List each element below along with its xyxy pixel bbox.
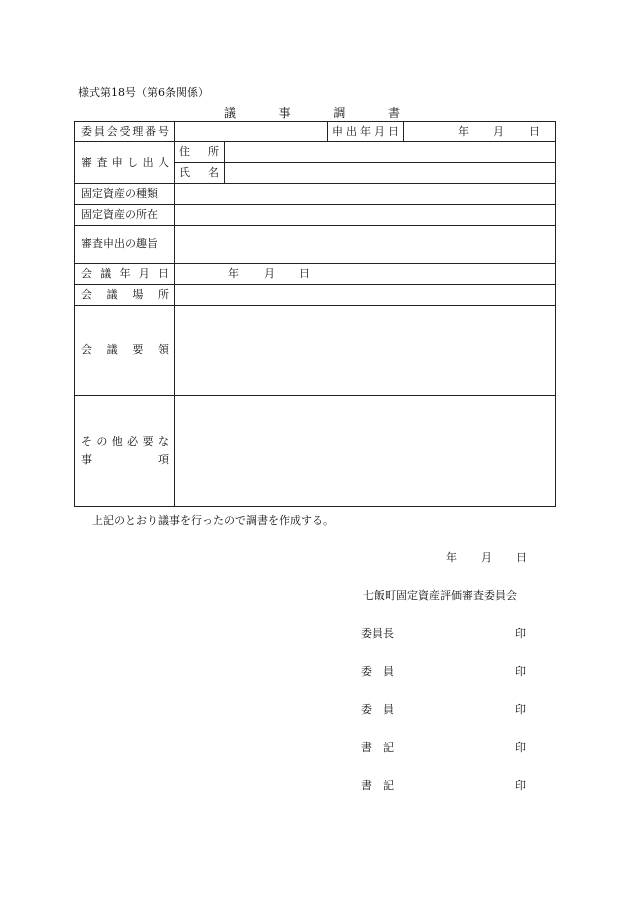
closing-statement: 上記のとおり議事を行ったので調書を作成する。 (92, 514, 334, 527)
signatory-title: 委 員 (361, 665, 394, 678)
filing-date-label: 申 出 年 月 日 (332, 125, 399, 138)
seal-mark: 印 (515, 627, 526, 640)
signatory-title: 委 員 (361, 703, 394, 716)
seal-mark: 印 (515, 703, 526, 716)
signatory-title: 書 記 (361, 741, 394, 754)
row-divider (75, 141, 555, 142)
row-divider (75, 395, 555, 396)
row-divider (75, 263, 555, 264)
title-char: 調 (333, 106, 346, 120)
title-char: 事 (278, 106, 291, 120)
other-matters-label: そ の 他 必 要 な (81, 435, 169, 448)
col-divider (403, 122, 404, 141)
meeting-date-label: 会 議 年 月 日 (81, 267, 169, 280)
signature-block (361, 625, 527, 795)
filing-date-year: 年 (458, 125, 469, 138)
row-divider (75, 305, 555, 306)
filing-date-day: 日 (529, 125, 540, 138)
meeting-place-label: 会 議 場 所 (81, 288, 169, 301)
meeting-date-day: 日 (299, 267, 310, 280)
meeting-date-month: 月 (264, 267, 275, 280)
asset-type-label: 固定資産の種類 (81, 187, 158, 200)
form-number: 様式第18号（第6条関係） (78, 86, 209, 99)
other-matters-label-line2: 事 項 (81, 453, 169, 466)
receipt-number-label: 委 員 会 受 理 番 号 (81, 125, 169, 138)
document-title (224, 104, 400, 121)
record-table (74, 121, 556, 507)
meeting-summary-label: 会 議 要 領 (81, 343, 169, 356)
col-divider (327, 122, 328, 141)
row-divider (174, 162, 555, 163)
row-divider (75, 225, 555, 226)
name-label: 氏 名 (179, 166, 219, 179)
col-divider (224, 141, 225, 183)
signatory-title: 書 記 (361, 779, 394, 792)
row-divider (75, 204, 555, 205)
title-char: 議 (224, 106, 237, 120)
purpose-label: 審査申出の趣旨 (81, 237, 158, 250)
applicant-label: 審 査 申 し 出 人 (81, 156, 169, 169)
address-label: 住 所 (179, 145, 219, 158)
document-date-day: 日 (516, 551, 527, 564)
meeting-date-year: 年 (228, 267, 239, 280)
seal-mark: 印 (515, 779, 526, 792)
title-char: 書 (387, 106, 400, 120)
committee-name: 七飯町固定資産評価審査委員会 (363, 589, 517, 602)
filing-date-month: 月 (493, 125, 504, 138)
asset-location-label: 固定資産の所在 (81, 208, 158, 221)
signatory-title: 委員長 (361, 627, 394, 640)
row-divider (75, 183, 555, 184)
row-divider (75, 284, 555, 285)
seal-mark: 印 (515, 665, 526, 678)
col-divider (174, 122, 175, 506)
document-date-year: 年 (446, 551, 457, 564)
seal-mark: 印 (515, 741, 526, 754)
document-date-month: 月 (481, 551, 492, 564)
